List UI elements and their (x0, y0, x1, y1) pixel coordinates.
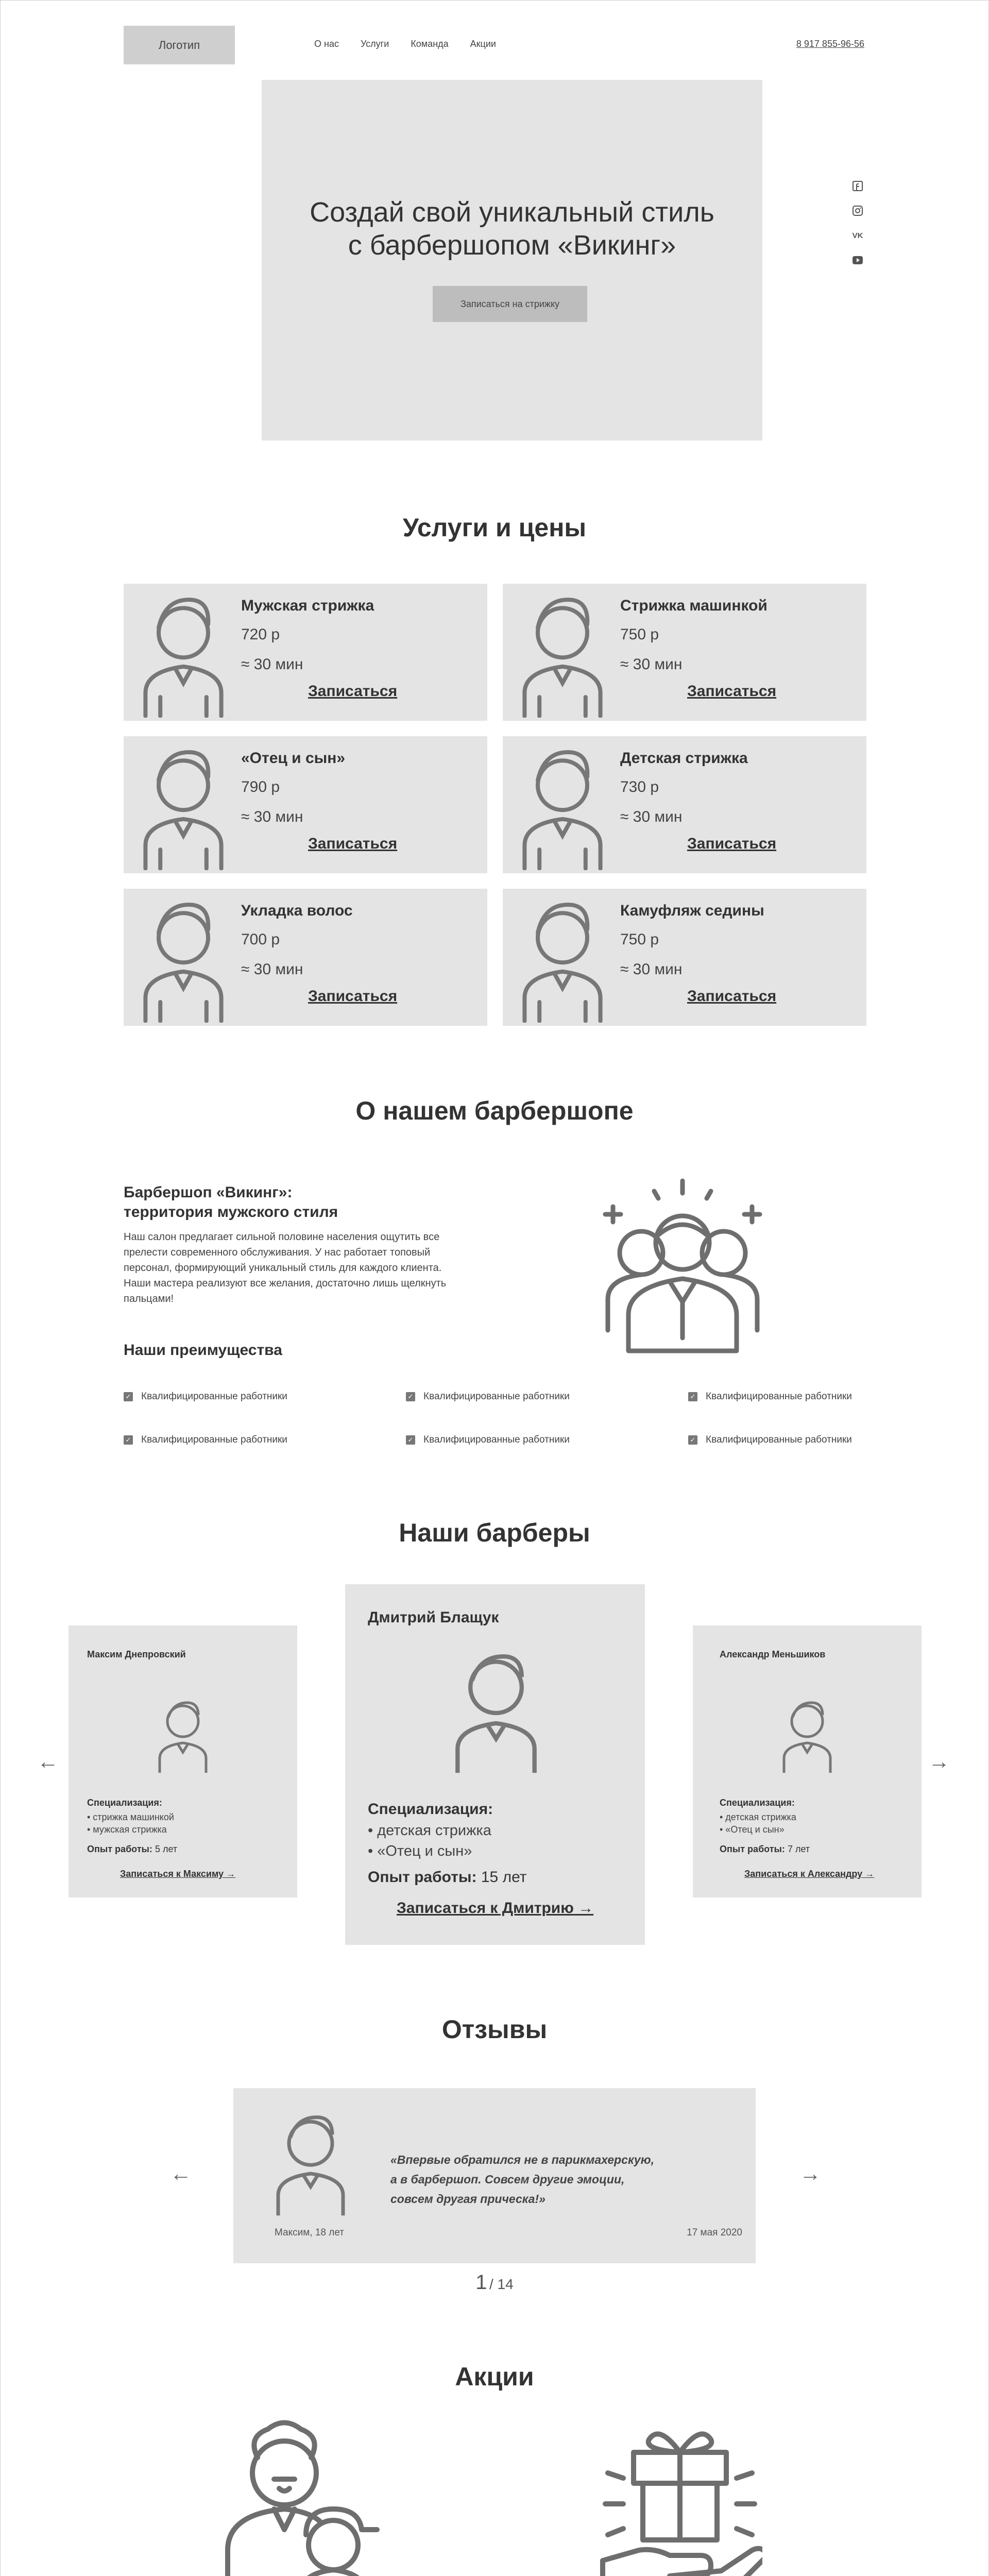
barber-exp: Опыт работы: 5 лет (87, 1844, 178, 1854)
barber-exp: Опыт работы: 15 лет (368, 1869, 527, 1886)
service-name: Мужская стрижка (241, 597, 374, 614)
service-name: Детская стрижка (620, 750, 748, 767)
service-duration: ≈ 30 мин (620, 808, 683, 825)
barber-name: Александр Меньшиков (720, 1649, 826, 1659)
service-book-link[interactable]: Записаться (308, 683, 398, 700)
client-avatar-icon (142, 742, 225, 870)
service-duration: ≈ 30 мин (241, 656, 303, 673)
checkbox-icon: ✓ (688, 1392, 697, 1401)
service-price: 700 р (241, 931, 280, 948)
review-author: Максим, 18 лет (275, 2227, 345, 2238)
instagram-icon[interactable] (852, 205, 863, 216)
barber-card-left (69, 1625, 297, 1897)
barber-name: Максим Днепровский (87, 1649, 186, 1659)
hero-title: Создай свой уникальный стиль с барбершопом «Викинг» (310, 197, 714, 261)
youtube-icon[interactable] (852, 255, 863, 266)
checkbox-icon: ✓ (124, 1435, 133, 1445)
advantage-item (688, 1391, 852, 1402)
service-price: 730 р (620, 778, 659, 795)
service-price: 750 р (620, 931, 659, 948)
client-avatar-icon (142, 895, 225, 1023)
advantage-item (124, 1434, 287, 1446)
reviews-title: Отзывы (441, 2015, 548, 2044)
barber-card-center (345, 1584, 645, 1945)
reviews-next-arrow[interactable]: → (799, 2161, 821, 2185)
advantage-label: Квалифицированные работники (423, 1434, 570, 1445)
review-pagination (0, 2271, 989, 2294)
reviewer-avatar (275, 2109, 347, 2219)
nav-item-about[interactable]: О нас (314, 39, 339, 49)
barber-spec-label: Специализация: (87, 1798, 162, 1808)
barber-avatar (157, 1697, 209, 1776)
page-total: / 14 (489, 2276, 514, 2292)
barber-book-link[interactable]: Записаться к Максиму → (120, 1869, 236, 1879)
barber-book-link[interactable]: Записаться к Александру → (744, 1869, 875, 1879)
service-price: 720 р (241, 626, 280, 643)
barber-name: Дмитрий Блащук (368, 1609, 499, 1626)
service-book-link[interactable]: Записаться (687, 835, 777, 852)
service-book-link[interactable]: Записаться (687, 988, 777, 1005)
page-current: 1 (475, 2271, 487, 2294)
header-phone[interactable]: 8 917 855-96-56 (796, 39, 864, 49)
advantage-label: Квалифицированные работники (706, 1391, 852, 1402)
service-name: Камуфляж седины (620, 902, 764, 919)
service-book-link[interactable]: Записаться (687, 683, 777, 700)
review-text: «Впервые обратился не в парикмахерскую, а в барбершоп. Совсем другие эмоции, совсем другая прическа!» (390, 2153, 654, 2206)
service-card (124, 736, 487, 873)
service-duration: ≈ 30 мин (620, 961, 683, 978)
advantage-label: Квалифицированные работники (141, 1391, 287, 1402)
barber-specs: • детская стрижка • «Отец и сын» (368, 1822, 491, 1859)
advantage-label: Квалифицированные работники (706, 1434, 852, 1445)
checkbox-icon: ✓ (406, 1392, 415, 1401)
review-card (233, 2088, 756, 2263)
about-title: О нашем барбершопе (355, 1096, 634, 1125)
nav-item-team[interactable]: Команда (411, 39, 449, 49)
barber-spec-label: Специализация: (720, 1798, 795, 1808)
vk-icon[interactable]: VK (852, 231, 863, 240)
reviews-prev-arrow[interactable]: ← (170, 2161, 192, 2185)
service-name: Укладка волос (241, 902, 353, 919)
checkbox-icon: ✓ (406, 1435, 415, 1445)
barbers-next-arrow[interactable]: → (928, 1749, 950, 1773)
team-illustration (598, 1176, 768, 1359)
about-paragraph: Наш салон предлагает сильной половине населения ощутить все прелести современного обслуживания. У нас работает топовый персонал, формирующий уникальный стиль для каждого клиента. Наши мастера реализуют все желания, достаточно лишь щелкнуть пальцами! (124, 1231, 447, 1304)
service-card (503, 889, 866, 1026)
main-nav (314, 39, 496, 49)
barbers-prev-arrow[interactable]: ← (37, 1749, 59, 1773)
about-heading: Барбершоп «Викинг»: территория мужского стиля (124, 1184, 338, 1221)
barber-book-link[interactable]: Записаться к Дмитрию → (397, 1900, 594, 1917)
hero-cta-button[interactable]: Записаться на стрижку (433, 286, 587, 322)
advantage-item (688, 1434, 852, 1446)
nav-item-promos[interactable]: Акции (470, 39, 496, 49)
review-date: 17 мая 2020 (687, 2227, 742, 2238)
advantage-item (124, 1391, 287, 1402)
client-avatar-icon (521, 742, 604, 870)
logo-text: Логотип (158, 38, 200, 52)
service-name: Стрижка машинкой (620, 597, 768, 614)
father-son-illustration (217, 2416, 393, 2576)
nav-item-services[interactable]: Услуги (360, 39, 389, 49)
client-avatar-icon (142, 590, 225, 718)
barber-specs: • стрижка машинкой • мужская стрижка (87, 1812, 174, 1835)
service-duration: ≈ 30 мин (241, 808, 303, 825)
advantage-item (406, 1434, 570, 1446)
barber-exp: Опыт работы: 7 лет (720, 1844, 810, 1854)
promos-title: Акции (455, 2362, 534, 2391)
service-name: «Отец и сын» (241, 750, 346, 767)
barbers-title: Наши барберы (399, 1518, 590, 1547)
service-card (503, 736, 866, 873)
service-card (124, 584, 487, 721)
checkbox-icon: ✓ (688, 1435, 697, 1445)
service-duration: ≈ 30 мин (620, 656, 683, 673)
barber-avatar (453, 1646, 539, 1777)
service-book-link[interactable]: Записаться (308, 988, 398, 1005)
service-card (503, 584, 866, 721)
barber-spec-label: Специализация: (368, 1801, 493, 1818)
side-social-bar (852, 180, 863, 266)
hero-banner (262, 80, 762, 440)
barber-avatar (781, 1697, 833, 1776)
barber-specs: • детская стрижка • «Отец и сын» (720, 1812, 796, 1835)
services-title: Услуги и цены (402, 513, 587, 542)
service-book-link[interactable]: Записаться (308, 835, 398, 852)
client-avatar-icon (521, 590, 604, 718)
advantage-label: Квалифицированные работники (141, 1434, 287, 1445)
advantage-label: Квалифицированные работники (423, 1391, 570, 1402)
facebook-icon[interactable] (852, 180, 863, 192)
barber-card-right (693, 1625, 922, 1897)
service-card (124, 889, 487, 1026)
service-duration: ≈ 30 мин (241, 961, 303, 978)
header-logo[interactable] (124, 26, 235, 64)
gift-hand-illustration (598, 2416, 762, 2576)
checkbox-icon: ✓ (124, 1392, 133, 1401)
service-price: 790 р (241, 778, 280, 795)
client-avatar-icon (521, 895, 604, 1023)
advantage-item (406, 1391, 570, 1402)
advantages-title: Наши преимущества (124, 1342, 282, 1359)
service-price: 750 р (620, 626, 659, 643)
